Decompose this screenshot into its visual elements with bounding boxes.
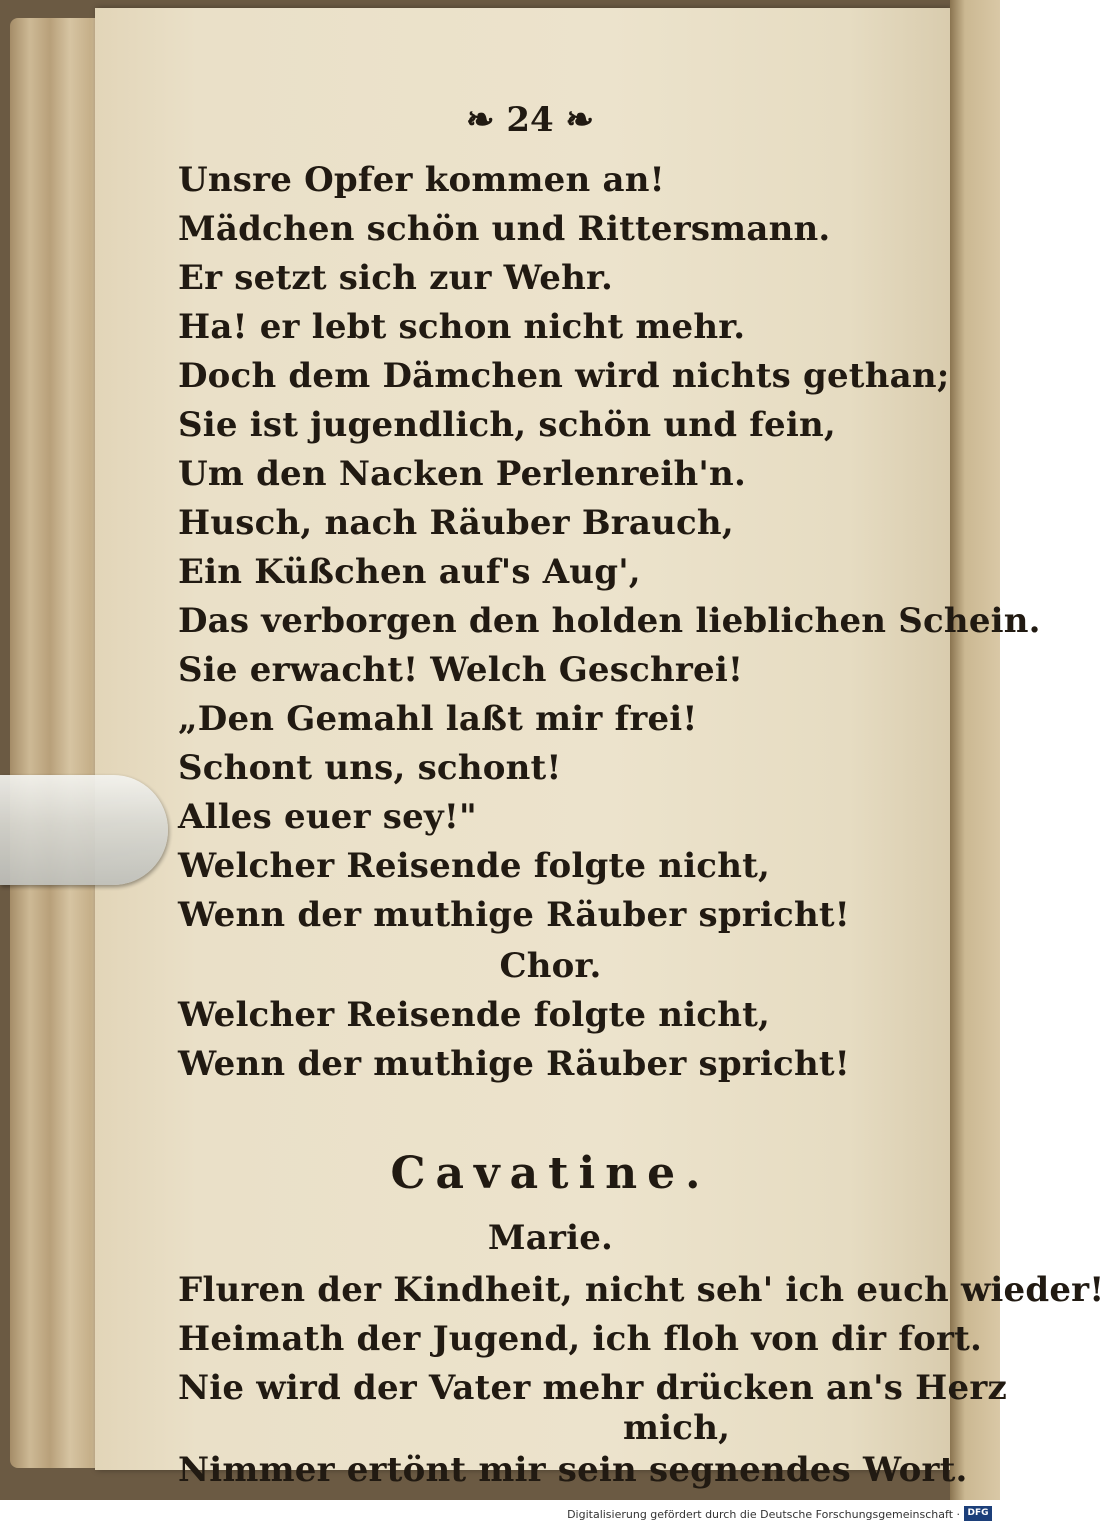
page-clip xyxy=(0,775,168,885)
footer xyxy=(0,1500,1000,1528)
cavatine-line: Nie wird der Vater mehr drücken an's Herz xyxy=(178,1368,1007,1408)
page-number: 24 xyxy=(506,100,554,140)
chorus-line: Welcher Reisende folgte nicht, xyxy=(178,995,771,1035)
ornament-right-icon: ❧ xyxy=(565,100,594,140)
verse-line: Er setzt sich zur Wehr. xyxy=(178,258,614,298)
verse-line: Ein Küßchen auf's Aug', xyxy=(178,552,641,592)
cavatine-line: Fluren der Kindheit, nicht seh' ich euch wieder! xyxy=(178,1270,1104,1310)
verse-line: Alles euer sey!" xyxy=(178,797,477,837)
verse-line: Wenn der muthige Räuber spricht! xyxy=(178,895,850,935)
cavatine-line: Heimath der Jugend, ich floh von dir fort. xyxy=(178,1319,983,1359)
section-title: Cavatine. xyxy=(390,1148,711,1199)
verse-line: Husch, nach Räuber Brauch, xyxy=(178,503,734,543)
verse-line: Unsre Opfer kommen an! xyxy=(178,160,665,200)
verse-line: Das verborgen den holden lieblichen Schein. xyxy=(178,601,1041,641)
cavatine-line: Nimmer ertönt mir sein segnendes Wort. xyxy=(178,1450,968,1490)
chorus-label: Chor. xyxy=(499,946,602,986)
cavatine-line-overflow: mich, xyxy=(623,1408,731,1448)
verse-line: „Den Gemahl laßt mir frei! xyxy=(178,699,698,739)
dfg-logo-icon: DFG xyxy=(964,1506,992,1521)
verse-line: Ha! er lebt schon nicht mehr. xyxy=(178,307,746,347)
verse-line: Welcher Reisende folgte nicht, xyxy=(178,846,771,886)
verse-line: Doch dem Dämchen wird nichts gethan; xyxy=(178,356,950,396)
footer-credit: Digitalisierung gefördert durch die Deutsche Forschungsgemeinschaft · xyxy=(567,1508,960,1521)
verse-line: Mädchen schön und Rittersmann. xyxy=(178,209,831,249)
verse-line: Sie erwacht! Welch Geschrei! xyxy=(178,650,744,690)
verse-line: Sie ist jugendlich, schön und fein, xyxy=(178,405,836,445)
verse-line: Schont uns, schont! xyxy=(178,748,562,788)
ornament-left-icon: ❧ xyxy=(465,100,495,140)
page-number-header xyxy=(450,98,610,142)
chorus-line: Wenn der muthige Räuber spricht! xyxy=(178,1044,850,1084)
verse-line: Um den Nacken Perlenreih'n. xyxy=(178,454,746,494)
speaker-name: Marie. xyxy=(487,1218,614,1258)
